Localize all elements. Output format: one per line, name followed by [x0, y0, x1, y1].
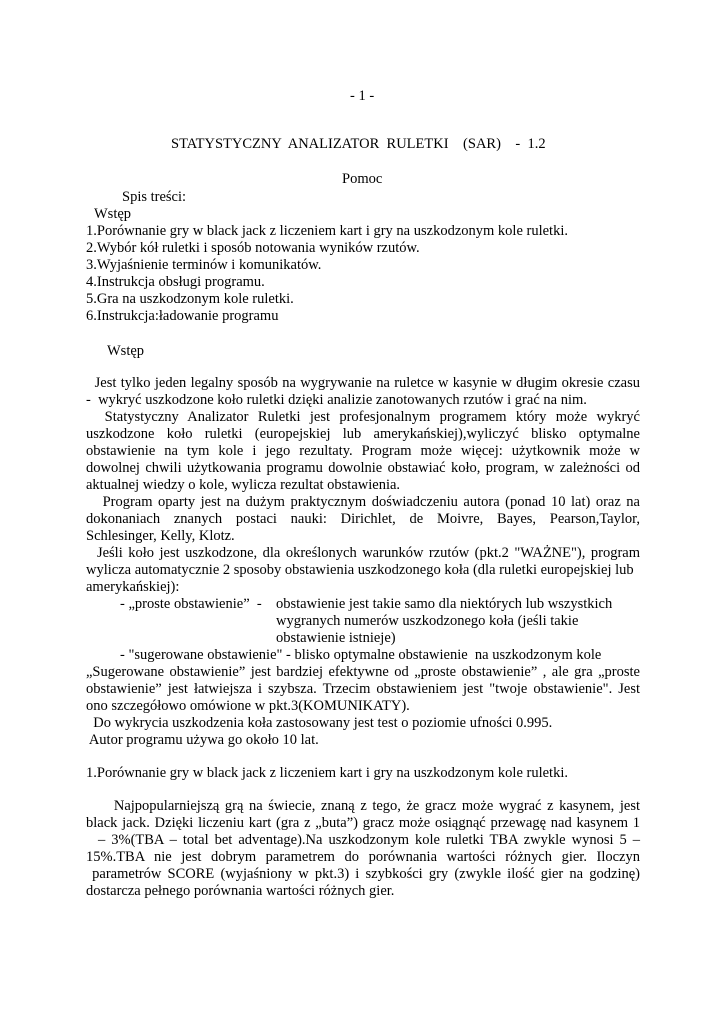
paragraph-line: Schlesinger, Kelly, Klotz.	[86, 528, 235, 544]
paragraph-line: black jack. Dzięki liczeniu kart (gra z „buta”) gracz może osiągnąć przewagę nad kasynem 1	[86, 815, 640, 831]
paragraph-line: uszkodzone koło ruletki (europejskiej lub amerykańskiej),wyliczyć blisko optymalne	[86, 426, 640, 442]
paragraph-line: amerykańskiej):	[86, 579, 180, 595]
toc-item: 5.Gra na uszkodzonym kole ruletki.	[86, 291, 294, 307]
toc-item: 1.Porównanie gry w black jack z liczeniem kart i gry na uszkodzonym kole ruletki.	[86, 223, 568, 239]
section-heading-1: 1.Porównanie gry w black jack z liczeniem kart i gry na uszkodzonym kole ruletki.	[86, 765, 568, 781]
paragraph-line: dokonaniach znanych postaci nauki: Dirichlet, de Moivre, Bayes, Pearson,Taylor,	[86, 511, 640, 527]
paragraph-line: – 3%(TBA – total bet adventage).Na uszkodzonym kole ruletki TBA zwykle wynosi 5 –	[86, 832, 640, 848]
toc-item: 6.Instrukcja:ładowanie programu	[86, 308, 279, 324]
paragraph-line: dowolnej chwili użytkowania programu dowolnie obstawiać koło, program, w zależności od	[86, 460, 640, 476]
paragraph-line: „Sugerowane obstawienie” jest bardziej efektywne od „proste obstawienie” , ale gra „proste	[86, 664, 640, 680]
section-heading-intro: Wstęp	[107, 343, 145, 359]
paragraph-line: Program oparty jest na dużym praktycznym doświadczeniu autora (ponad 10 lat) oraz na	[86, 494, 640, 510]
paragraph-line: parametrów SCORE (wyjaśniony w pkt.3) i szybkości gry (zwykle ilość gier na godzinę)	[86, 866, 640, 882]
option-suggested: - "sugerowane obstawienie" - blisko optymalne obstawienie na uszkodzonym kole	[120, 647, 602, 663]
toc-item: Wstęp	[94, 206, 132, 222]
option-text: obstawienie istnieje)	[276, 630, 396, 646]
page-number: - 1 -	[350, 88, 375, 104]
option-label-simple: - „proste obstawienie” -	[120, 596, 262, 612]
paragraph-line: 15%.TBA nie jest dobrym parametrem do porównania wartości różnych gier. Iloczyn	[86, 849, 640, 865]
paragraph-line: obstawienie” jest łatwiejsza i szybsza. Trzecim obstawieniem jest "twoje obstawienie". Jest	[86, 681, 640, 697]
paragraph-line: obstawienie na tym kole i jego rezultaty. Program może więcej: użytkownik może w	[86, 443, 640, 459]
document-title: STATYSTYCZNY ANALIZATOR RULETKI (SAR) - 1.2	[171, 136, 546, 152]
paragraph-line: wylicza automatycznie 2 sposoby obstawienia uszkodzonego koła (dla ruletki europejskiej lub	[86, 562, 634, 578]
paragraph-line: Do wykrycia uszkodzenia koła zastosowany jest test o poziomie ufności 0.995.	[86, 715, 553, 731]
paragraph-line: Jeśli koło jest uszkodzone, dla określonych warunków rzutów (pkt.2 "WAŻNE"), program	[86, 545, 640, 561]
paragraph-line: Autor programu używa go około 10 lat.	[86, 732, 319, 748]
paragraph-line: Najpopularniejszą grą na świecie, znaną z tego, że gracz może wygrać z kasynem, jest	[86, 798, 640, 814]
toc-item: 2.Wybór kół ruletki i sposób notowania wyników rzutów.	[86, 240, 420, 256]
paragraph-line: ono szczegółowo omówione w pkt.3(KOMUNIKATY).	[86, 698, 410, 714]
toc-item: 3.Wyjaśnienie terminów i komunikatów.	[86, 257, 322, 273]
option-text: wygranych numerów uszkodzonego koła (jeśli takie	[276, 613, 579, 629]
paragraph-line: Statystyczny Analizator Ruletki jest profesjonalnym programem który może wykryć	[86, 409, 640, 425]
toc-item: 4.Instrukcja obsługi programu.	[86, 274, 265, 290]
option-text: obstawienie jest takie samo dla niektórych lub wszystkich	[276, 596, 613, 612]
paragraph-line: - wykryć uszkodzone koło ruletki dzięki analizie zanotowanych rzutów i grać na nim.	[86, 392, 587, 408]
toc-heading: Spis treści:	[122, 189, 187, 205]
paragraph-line: aktualnej wiedzy o kole, wylicza rezultat obstawienia.	[86, 477, 401, 493]
document-subtitle: Pomoc	[342, 171, 383, 187]
paragraph-line: Jest tylko jeden legalny sposób na wygrywanie na ruletce w kasynie w długim okresie czasu	[86, 375, 640, 391]
paragraph-line: dostarcza pełnego porównania wartości różnych gier.	[86, 883, 395, 899]
